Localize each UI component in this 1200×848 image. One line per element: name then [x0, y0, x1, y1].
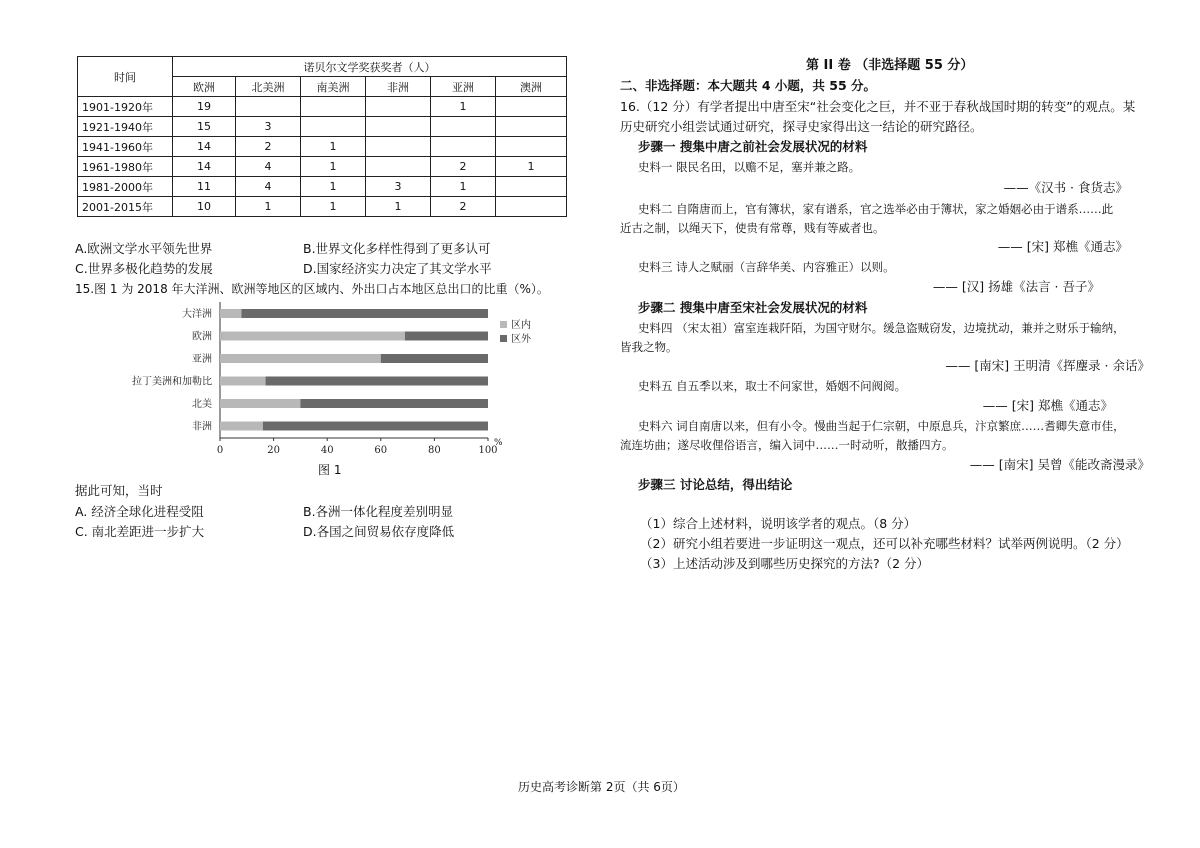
count-cell: 3: [236, 117, 301, 137]
count-cell: [366, 117, 431, 137]
x-tick-label: 0: [216, 445, 224, 456]
category-label: 北美: [192, 399, 212, 410]
count-cell: 1: [431, 97, 496, 117]
count-cell: [496, 197, 567, 217]
q14-option-d: D.国家经济实力决定了其文学水平: [303, 261, 492, 276]
sub-question-2: （2）研究小组若要进一步证明这一观点，还可以补充哪些材料？试举两例说明。（2 分）: [640, 536, 1129, 551]
part-two-heading: 二、非选择题：本大题共 4 小题，共 55 分。: [620, 78, 877, 93]
category-label: 大洋洲: [182, 309, 212, 320]
q15-option-c: C. 南北差距进一步扩大: [75, 524, 205, 539]
q15-option-d: D.各国之间贸易依存度降低: [303, 524, 455, 539]
count-cell: 1: [301, 157, 366, 177]
legend-swatch: [500, 321, 507, 328]
count-cell: 4: [236, 157, 301, 177]
category-label: 非洲: [192, 421, 212, 433]
bar-intra-region: [220, 377, 266, 386]
bar-intra-region: [220, 422, 263, 431]
sub-question-1: （1）综合上述材料，说明该学者的观点。（8 分）: [640, 516, 917, 531]
chart-caption: 图 1: [318, 463, 342, 477]
count-cell: [366, 137, 431, 157]
count-cell: 14: [173, 157, 236, 177]
count-cell: 3: [366, 177, 431, 197]
table-row: [78, 117, 567, 137]
material-four-line2: 皆我之物。: [620, 340, 678, 354]
category-label: 欧洲: [192, 331, 212, 343]
table-row: [78, 97, 567, 117]
bar-extra-region: [381, 354, 488, 363]
period-cell: 1921-1940年: [78, 117, 173, 137]
material-six-line2: 流连坊曲；遂尽收俚俗语言，编入词中……一时动听，散播四方。: [620, 438, 954, 452]
count-cell: 10: [173, 197, 236, 217]
nobel-prize-table: [77, 56, 567, 217]
bar-extra-region: [266, 377, 488, 386]
continent-header: 北美洲: [236, 77, 301, 97]
bar-extra-region: [263, 422, 488, 431]
q15-option-b: B.各洲一体化程度差别明显: [303, 504, 454, 519]
count-cell: [366, 157, 431, 177]
q16-stem-line2: 历史研究小组尝试通过研究，探寻史家得出这一结论的研究路径。: [620, 119, 983, 134]
material-one: 史料一 限民名田，以赡不足，塞并兼之路。: [638, 160, 861, 174]
count-cell: 14: [173, 137, 236, 157]
count-cell: [431, 117, 496, 137]
count-cell: [236, 97, 301, 117]
bar-extra-region: [300, 399, 488, 408]
period-cell: 1941-1960年: [78, 137, 173, 157]
section-title: 第 II 卷 （非选择题 55 分）: [806, 58, 974, 73]
q16-stem-line1: 16.（12 分）有学者提出中唐至宋“社会变化之巨，并不亚于春秋战国时期的转变”的观点。某: [620, 99, 1136, 114]
x-tick-label: 80: [428, 445, 441, 456]
count-cell: [431, 137, 496, 157]
q15-lead: 据此可知，当时: [75, 483, 163, 498]
count-cell: [496, 97, 567, 117]
period-cell: 2001-2015年: [78, 197, 173, 217]
material-three-source: —— [汉] 扬雄《法言 · 吾子》: [932, 279, 1100, 294]
step-one-heading: 步骤一 搜集中唐之前社会发展状况的材料: [638, 139, 868, 154]
material-five-source: —— [宋] 郑樵《通志》: [982, 398, 1113, 413]
category-label: 拉丁美洲和加勒比: [132, 376, 212, 388]
count-cell: 1: [236, 197, 301, 217]
x-axis-unit: %: [494, 438, 503, 448]
count-cell: [366, 97, 431, 117]
bar-intra-region: [220, 354, 381, 363]
q15-option-a: A. 经济全球化进程受阻: [75, 504, 204, 519]
material-three: 史料三 诗人之赋丽（言辞华美、内容雅正）以则。: [638, 260, 895, 274]
x-tick-label: 60: [374, 445, 388, 456]
material-four-line1: 史料四 （宋太祖）富室连栽阡陌，为国守财尔。缓急盗贼窃发，边境扰动，兼并之财乐于输纳，: [638, 321, 1125, 335]
continent-header: 非洲: [366, 77, 431, 97]
count-cell: [301, 117, 366, 137]
continent-header: 亚洲: [431, 77, 496, 97]
count-cell: 1: [431, 177, 496, 197]
count-cell: 2: [431, 157, 496, 177]
period-cell: 1981-2000年: [78, 177, 173, 197]
count-cell: [301, 97, 366, 117]
table-row: [78, 177, 567, 197]
period-cell: 1901-1920年: [78, 97, 173, 117]
step-three-heading: 步骤三 讨论总结，得出结论: [638, 477, 793, 492]
bar-intra-region: [220, 309, 241, 318]
count-cell: 1: [301, 137, 366, 157]
step-two-heading: 步骤二 搜集中唐至宋社会发展状况的材料: [638, 300, 868, 315]
material-two-line1: 史料二 自隋唐而上，官有簿状，家有谱系，官之选举必由于簿状，家之婚姻必由于谱系……此: [638, 202, 1114, 216]
sub-question-3: （3）上述活动涉及到哪些历史探究的方法?（2 分）: [640, 556, 930, 571]
legend-label: 区外: [511, 334, 531, 345]
count-cell: 15: [173, 117, 236, 137]
table-row: [78, 137, 567, 157]
count-cell: 19: [173, 97, 236, 117]
material-four-source: —— [南宋] 王明清《挥麈录 · 余话》: [945, 358, 1150, 373]
x-tick-label: 40: [320, 445, 334, 456]
bar-intra-region: [220, 399, 300, 408]
bar-extra-region: [241, 309, 488, 318]
q14-option-c: C.世界多极化趋势的发展: [75, 261, 213, 276]
x-tick-label: 20: [267, 445, 280, 456]
continent-header: 欧洲: [173, 77, 236, 97]
count-cell: [496, 137, 567, 157]
count-cell: 1: [366, 197, 431, 217]
count-cell: [496, 177, 567, 197]
q14-option-b: B.世界文化多样性得到了更多认可: [303, 241, 491, 256]
bar-extra-region: [405, 332, 488, 341]
table-main-header: 诺贝尔文学奖获奖者（人）: [173, 57, 567, 77]
count-cell: 2: [236, 137, 301, 157]
continent-header: 南美洲: [301, 77, 366, 97]
period-cell: 1961-1980年: [78, 157, 173, 177]
table-row: [78, 157, 567, 177]
q14-option-a: A.欧洲文学水平领先世界: [75, 241, 213, 256]
x-tick-label: 100: [478, 445, 498, 456]
count-cell: 1: [301, 197, 366, 217]
material-six-line1: 史料六 词自南唐以来，但有小令。慢曲当起于仁宗朝，中原息兵，汴京繁庶……耆卿失意市佳，: [638, 419, 1125, 433]
legend-swatch: [500, 335, 507, 342]
count-cell: [496, 117, 567, 137]
time-header: 时间: [78, 57, 173, 97]
material-two-line2: 近古之制，以绳天下，使贵有常尊，贱有等威者也。: [620, 221, 885, 235]
material-one-source: ——《汉书 · 食货志》: [1003, 180, 1128, 195]
bar-intra-region: [220, 332, 405, 341]
category-label: 亚洲: [192, 354, 212, 365]
page-footer: 历史高考诊断第 2页（共 6页）: [518, 780, 685, 794]
count-cell: 4: [236, 177, 301, 197]
count-cell: 11: [173, 177, 236, 197]
material-two-source: —— [宋] 郑樵《通志》: [997, 239, 1128, 254]
legend-label: 区内: [511, 320, 531, 331]
count-cell: 1: [496, 157, 567, 177]
material-six-source: —— [南宋] 吴曾《能改斋漫录》: [969, 457, 1150, 472]
count-cell: 1: [301, 177, 366, 197]
count-cell: 2: [431, 197, 496, 217]
export-share-chart: [132, 302, 531, 457]
material-five: 史料五 自五季以来，取士不问家世，婚姻不问阀阅。: [638, 379, 907, 393]
q15-stem: 15.图 1 为 2018 年大洋洲、欧洲等地区的区域内、外出口占本地区总出口的比重（%）。: [75, 282, 549, 296]
table-row: [78, 197, 567, 217]
continent-header: 澳洲: [496, 77, 567, 97]
